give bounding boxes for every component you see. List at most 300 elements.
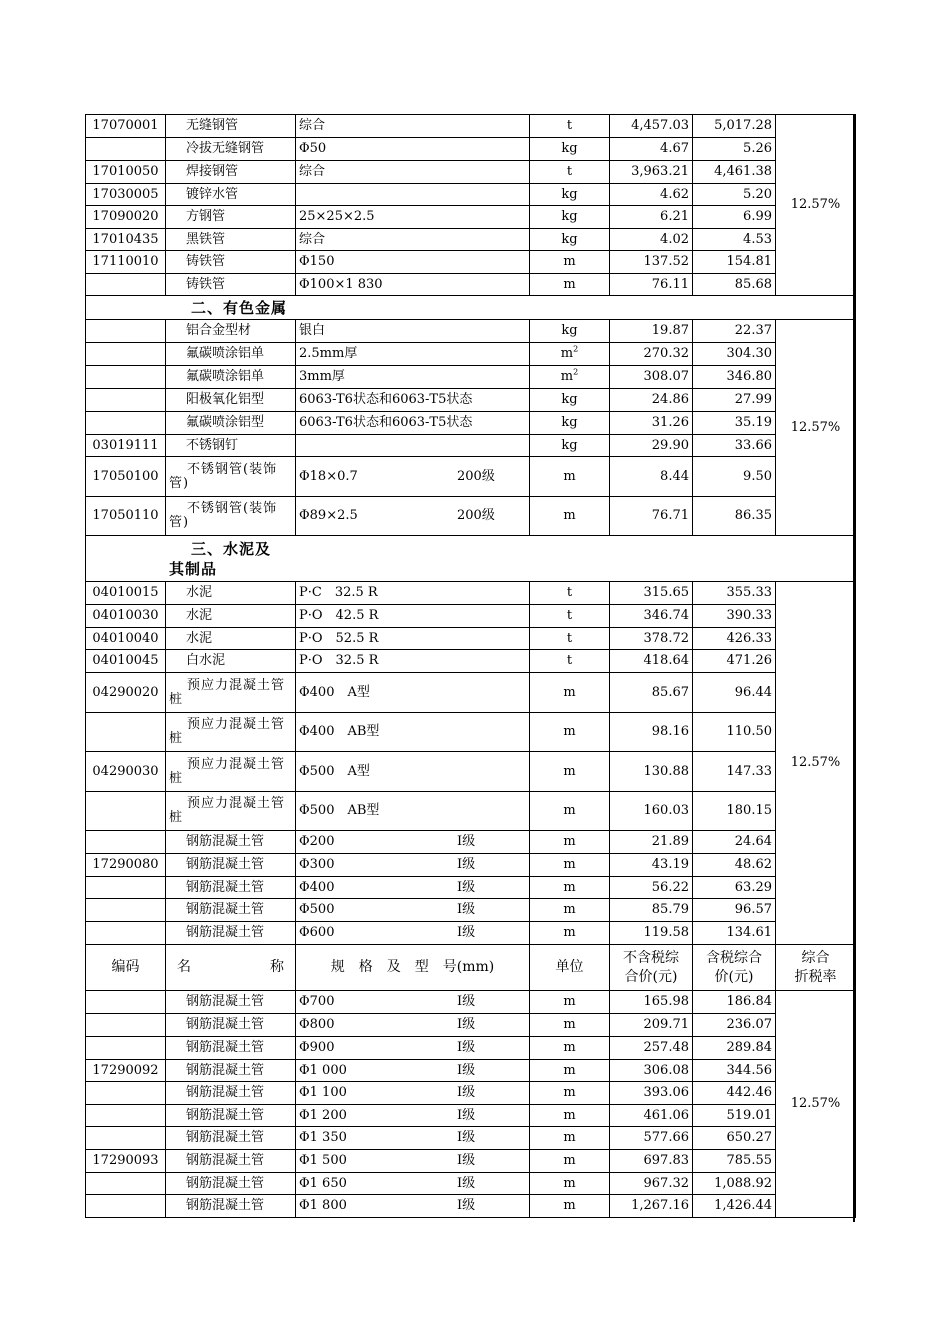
unit-text: m (563, 276, 576, 292)
item-spec (296, 1195, 530, 1218)
item-spec (296, 1014, 530, 1037)
price-ex-tax: 418.64 (610, 650, 693, 673)
grade-text: Ⅰ级 (457, 1130, 476, 1145)
item-code (86, 1173, 166, 1195)
item-name: 铸铁管 (166, 274, 296, 296)
table-row (86, 184, 856, 206)
item-unit (530, 673, 610, 713)
item-spec (296, 206, 530, 229)
unit-superscript: 2 (573, 367, 579, 377)
item-name: 水泥 (166, 582, 296, 605)
table-row (86, 1060, 856, 1082)
item-unit (530, 1014, 610, 1037)
spec-text: 综合 (299, 118, 326, 133)
unit-text: m (563, 994, 576, 1009)
table-row (86, 854, 856, 877)
item-code: 17050110 (86, 497, 166, 536)
header-price-ex-tax: 不含税综 合价(元) (610, 945, 693, 991)
spec-text: Φ400 A型 (299, 684, 370, 700)
spec-text: Φ500 A型 (299, 763, 370, 779)
spec-text: Φ1 500 (299, 1153, 347, 1168)
unit-text: m (563, 468, 576, 484)
grade-text: Ⅰ级 (457, 1040, 476, 1055)
item-unit (530, 582, 610, 605)
item-spec (296, 1173, 530, 1195)
item-spec (296, 792, 530, 831)
item-code: 17050100 (86, 457, 166, 497)
table-row (86, 899, 856, 922)
unit-text: m (563, 1062, 576, 1078)
price-ex-tax: 29.90 (610, 435, 693, 457)
item-unit (530, 877, 610, 899)
price-inc-tax: 785.55 (693, 1150, 776, 1173)
item-spec (296, 184, 530, 206)
price-inc-tax: 5.20 (693, 184, 776, 206)
item-name: 钢筋混凝土管 (166, 831, 296, 854)
price-inc-tax: 304.30 (693, 343, 776, 366)
price-inc-tax: 6.99 (693, 206, 776, 229)
item-code (86, 320, 166, 343)
unit-text: t (566, 608, 573, 623)
spec-text: 综合 (299, 164, 326, 179)
item-code (86, 899, 166, 922)
item-name: 钢筋混凝土管 (166, 1060, 296, 1082)
spec-text: Φ18×0.7 (299, 468, 358, 484)
item-name: 预应力混凝土管桩 (166, 673, 296, 713)
item-spec (296, 1060, 530, 1082)
table-row (86, 274, 856, 296)
item-unit (530, 366, 610, 389)
table-row (86, 1014, 856, 1037)
price-inc-tax: 289.84 (693, 1037, 776, 1060)
unit-text: t (566, 653, 573, 668)
item-name: 不锈钢管(装饰管) (166, 457, 296, 497)
item-name: 焊接钢管 (166, 161, 296, 184)
item-unit (530, 752, 610, 792)
item-code: 17090020 (86, 206, 166, 229)
item-unit (530, 1173, 610, 1195)
item-name: 白水泥 (166, 650, 296, 673)
price-ex-tax: 119.58 (610, 922, 693, 945)
item-spec (296, 752, 530, 792)
unit-text: m (563, 1130, 576, 1145)
price-inc-tax: 22.37 (693, 320, 776, 343)
item-spec (296, 673, 530, 713)
price-inc-tax: 1,426.44 (693, 1195, 776, 1218)
spec-text: Φ700 (299, 994, 335, 1009)
grade-text: Ⅰ级 (457, 857, 476, 872)
unit-text: m (563, 1017, 576, 1032)
unit-text: m (563, 879, 576, 895)
item-code (86, 1014, 166, 1037)
table-row (86, 497, 856, 536)
table-row (86, 1082, 856, 1105)
unit-text: m (563, 1198, 576, 1213)
item-name: 钢筋混凝土管 (166, 1195, 296, 1218)
item-code (86, 389, 166, 412)
item-unit (530, 389, 610, 412)
spec-text: P·O 52.5 R (299, 630, 379, 646)
item-code (86, 922, 166, 945)
rate-cell: 12.57% (776, 115, 856, 296)
rate-cell: 12.57% (776, 582, 856, 945)
table-row (86, 922, 856, 945)
unit-text: kg (561, 323, 578, 338)
unit-text: m (563, 763, 576, 779)
price-inc-tax: 186.84 (693, 991, 776, 1014)
spec-text: 6063-T6状态和6063-T5状态 (299, 392, 473, 407)
item-name: 水泥 (166, 628, 296, 650)
table-row (86, 343, 856, 366)
item-code: 17290093 (86, 1150, 166, 1173)
table-row (86, 582, 856, 605)
table-row (86, 1195, 856, 1218)
grade-text: Ⅰ级 (457, 994, 476, 1009)
header-price-inc-tax: 含税综合 价(元) (693, 945, 776, 991)
price-inc-tax: 9.50 (693, 457, 776, 497)
unit-text: m (563, 1040, 576, 1055)
rate-cell: 12.57% (776, 991, 856, 1218)
price-ex-tax: 697.83 (610, 1150, 693, 1173)
item-name: 铝合金型材 (166, 320, 296, 343)
header-spec: 规 格 及 型 号(mm) (296, 945, 530, 991)
spec-text: Φ500 AB型 (299, 803, 380, 818)
item-unit (530, 1060, 610, 1082)
column-header-row (86, 945, 856, 991)
item-name: 水泥 (166, 605, 296, 628)
table-row (86, 752, 856, 792)
table-row (86, 1105, 856, 1127)
item-unit (530, 251, 610, 274)
item-spec (296, 138, 530, 161)
item-name: 钢筋混凝土管 (166, 1150, 296, 1173)
unit-text: m (563, 1107, 576, 1123)
price-inc-tax: 35.19 (693, 412, 776, 435)
item-unit (530, 435, 610, 457)
item-code (86, 366, 166, 389)
item-spec (296, 1150, 530, 1173)
price-inc-tax: 442.46 (693, 1082, 776, 1105)
spec-text: Φ1 350 (299, 1130, 347, 1145)
item-spec (296, 457, 530, 497)
price-inc-tax: 180.15 (693, 792, 776, 831)
item-name: 氟碳喷涂铝单 (166, 343, 296, 366)
item-code (86, 343, 166, 366)
unit-text: m (563, 925, 576, 940)
item-spec (296, 320, 530, 343)
price-inc-tax: 471.26 (693, 650, 776, 673)
unit-text: m (563, 902, 576, 917)
grade-text: Ⅰ级 (457, 902, 476, 917)
item-unit (530, 1082, 610, 1105)
unit-text: m (563, 834, 576, 849)
price-inc-tax: 48.62 (693, 854, 776, 877)
item-code: 17030005 (86, 184, 166, 206)
price-ex-tax: 393.06 (610, 1082, 693, 1105)
table-row (86, 713, 856, 752)
spec-text: Φ200 (299, 834, 335, 849)
table-row (86, 1037, 856, 1060)
price-table (85, 114, 856, 1218)
item-name: 镀锌水管 (166, 184, 296, 206)
item-spec (296, 582, 530, 605)
item-spec (296, 435, 530, 457)
price-ex-tax: 31.26 (610, 412, 693, 435)
unit-text: m (560, 369, 574, 384)
table-row (86, 877, 856, 899)
price-ex-tax: 346.74 (610, 605, 693, 628)
unit-text: m (563, 1085, 576, 1100)
price-ex-tax: 76.11 (610, 274, 693, 296)
table-row (86, 161, 856, 184)
price-ex-tax: 8.44 (610, 457, 693, 497)
item-spec (296, 229, 530, 251)
unit-text: m (563, 508, 576, 523)
item-spec (296, 1082, 530, 1105)
price-inc-tax: 96.57 (693, 899, 776, 922)
table-row (86, 320, 856, 343)
table-row (86, 457, 856, 497)
item-unit (530, 497, 610, 536)
item-code (86, 792, 166, 831)
item-code (86, 138, 166, 161)
grade-text: Ⅰ级 (457, 1107, 476, 1123)
grade-text: Ⅰ级 (457, 1153, 476, 1168)
table-row (86, 412, 856, 435)
unit-text: m (560, 346, 574, 361)
item-unit (530, 1037, 610, 1060)
price-inc-tax: 355.33 (693, 582, 776, 605)
price-ex-tax: 967.32 (610, 1173, 693, 1195)
price-ex-tax: 315.65 (610, 582, 693, 605)
price-inc-tax: 86.35 (693, 497, 776, 536)
table-row (86, 792, 856, 831)
unit-text: t (566, 630, 573, 646)
item-name: 冷拔无缝钢管 (166, 138, 296, 161)
price-inc-tax: 154.81 (693, 251, 776, 274)
item-code: 04010040 (86, 628, 166, 650)
price-inc-tax: 85.68 (693, 274, 776, 296)
table-row (86, 435, 856, 457)
item-name: 预应力混凝土管桩 (166, 752, 296, 792)
item-unit (530, 412, 610, 435)
item-name: 无缝钢管 (166, 115, 296, 138)
item-unit (530, 854, 610, 877)
price-ex-tax: 19.87 (610, 320, 693, 343)
item-name: 阳极氧化铝型 (166, 389, 296, 412)
spec-text: P·O 32.5 R (299, 653, 379, 668)
spec-text: 银白 (299, 323, 326, 338)
unit-text: kg (561, 209, 578, 224)
unit-text: kg (561, 231, 578, 247)
item-unit (530, 1150, 610, 1173)
spec-text: Φ400 AB型 (299, 724, 380, 739)
price-inc-tax: 134.61 (693, 922, 776, 945)
spec-text: Φ800 (299, 1017, 335, 1032)
spec-text: P·C 32.5 R (299, 585, 378, 600)
spec-text: Φ400 (299, 879, 335, 895)
table-row (86, 251, 856, 274)
price-ex-tax: 4.67 (610, 138, 693, 161)
item-unit (530, 1195, 610, 1218)
item-code (86, 412, 166, 435)
unit-text: m (563, 1153, 576, 1168)
item-unit (530, 713, 610, 752)
unit-text: kg (561, 392, 578, 407)
table-row (86, 650, 856, 673)
price-ex-tax: 56.22 (610, 877, 693, 899)
item-spec (296, 650, 530, 673)
price-ex-tax: 257.48 (610, 1037, 693, 1060)
price-ex-tax: 85.67 (610, 673, 693, 713)
price-inc-tax: 33.66 (693, 435, 776, 457)
item-spec (296, 1127, 530, 1150)
header-rate: 综合 折税率 (776, 945, 856, 991)
item-code: 04290020 (86, 673, 166, 713)
price-ex-tax: 1,267.16 (610, 1195, 693, 1218)
rate-cell: 12.57% (776, 320, 856, 536)
item-name: 氟碳喷涂铝型 (166, 412, 296, 435)
item-spec (296, 115, 530, 138)
price-ex-tax: 378.72 (610, 628, 693, 650)
item-name: 钢筋混凝土管 (166, 922, 296, 945)
item-unit (530, 628, 610, 650)
price-ex-tax: 4.02 (610, 229, 693, 251)
item-unit (530, 320, 610, 343)
spec-text: Φ1 000 (299, 1062, 347, 1078)
spec-text: Φ1 650 (299, 1175, 347, 1191)
price-inc-tax: 5.26 (693, 138, 776, 161)
header-name: 名 称 (166, 945, 296, 991)
item-code (86, 1037, 166, 1060)
unit-text: kg (561, 141, 578, 156)
item-spec (296, 389, 530, 412)
item-unit (530, 115, 610, 138)
spec-text: Φ1 100 (299, 1085, 347, 1100)
unit-text: t (566, 164, 573, 179)
table-row (86, 991, 856, 1014)
item-code (86, 991, 166, 1014)
price-ex-tax: 130.88 (610, 752, 693, 792)
header-unit: 单位 (530, 945, 610, 991)
item-spec (296, 713, 530, 752)
grade-text: Ⅰ级 (457, 1175, 476, 1191)
item-name: 钢筋混凝土管 (166, 899, 296, 922)
price-inc-tax: 650.27 (693, 1127, 776, 1150)
item-code: 17110010 (86, 251, 166, 274)
unit-text: t (566, 118, 573, 133)
unit-text: t (566, 585, 573, 600)
item-spec (296, 366, 530, 389)
spec-text: Φ1 800 (299, 1198, 347, 1213)
grade-text: Ⅰ级 (457, 1017, 476, 1032)
unit-text: kg (561, 415, 578, 430)
spec-text: Φ89×2.5 (299, 508, 358, 523)
item-code (86, 877, 166, 899)
item-code: 17290080 (86, 854, 166, 877)
spec-text: Φ50 (299, 141, 327, 156)
grade-text: Ⅰ级 (457, 834, 476, 849)
item-spec (296, 899, 530, 922)
section-title: 二、有色金属 (86, 296, 856, 320)
item-spec (296, 343, 530, 366)
grade-text: Ⅰ级 (457, 1062, 476, 1078)
item-unit (530, 457, 610, 497)
item-unit (530, 991, 610, 1014)
price-ex-tax: 4.62 (610, 184, 693, 206)
price-inc-tax: 147.33 (693, 752, 776, 792)
grade-text: 200级 (457, 508, 495, 523)
item-name: 黑铁管 (166, 229, 296, 251)
item-name: 不锈钢管(装饰管) (166, 497, 296, 536)
spec-text: Φ900 (299, 1040, 335, 1055)
spec-text: 2.5mm厚 (299, 346, 358, 361)
item-unit (530, 605, 610, 628)
table-row (86, 1173, 856, 1195)
unit-text: kg (561, 437, 578, 453)
item-code (86, 1195, 166, 1218)
item-spec (296, 991, 530, 1014)
sheet-right-border (853, 114, 855, 1222)
item-name: 钢筋混凝土管 (166, 1105, 296, 1127)
table-row (86, 831, 856, 854)
table-row (86, 229, 856, 251)
price-ex-tax: 4,457.03 (610, 115, 693, 138)
unit-text: kg (561, 186, 578, 202)
item-code (86, 1082, 166, 1105)
item-name: 不锈钢钉 (166, 435, 296, 457)
item-spec (296, 877, 530, 899)
price-ex-tax: 24.86 (610, 389, 693, 412)
price-inc-tax: 4,461.38 (693, 161, 776, 184)
table-row (86, 366, 856, 389)
item-unit (530, 161, 610, 184)
price-ex-tax: 6.21 (610, 206, 693, 229)
spec-text: Φ100×1 830 (299, 276, 383, 292)
price-inc-tax: 1,088.92 (693, 1173, 776, 1195)
item-name: 钢筋混凝土管 (166, 991, 296, 1014)
spec-text: Φ150 (299, 254, 335, 269)
item-name: 铸铁管 (166, 251, 296, 274)
table-row (86, 389, 856, 412)
spec-text: Φ300 (299, 857, 335, 872)
item-name: 预应力混凝土管桩 (166, 713, 296, 752)
price-inc-tax: 519.01 (693, 1105, 776, 1127)
table-row (86, 628, 856, 650)
item-code: 03019111 (86, 435, 166, 457)
item-code (86, 274, 166, 296)
item-unit (530, 184, 610, 206)
price-ex-tax: 85.79 (610, 899, 693, 922)
price-inc-tax: 390.33 (693, 605, 776, 628)
spec-text: P·O 42.5 R (299, 608, 379, 623)
item-code: 17290092 (86, 1060, 166, 1082)
item-spec (296, 831, 530, 854)
item-name: 钢筋混凝土管 (166, 1014, 296, 1037)
price-ex-tax: 160.03 (610, 792, 693, 831)
price-ex-tax: 308.07 (610, 366, 693, 389)
grade-text: Ⅰ级 (457, 1198, 476, 1213)
price-ex-tax: 270.32 (610, 343, 693, 366)
item-code: 04010030 (86, 605, 166, 628)
item-spec (296, 922, 530, 945)
unit-text: m (563, 857, 576, 872)
item-spec (296, 605, 530, 628)
price-ex-tax: 461.06 (610, 1105, 693, 1127)
item-unit (530, 899, 610, 922)
table-row (86, 138, 856, 161)
section-title: 三、水泥及 其制品 (86, 536, 856, 582)
